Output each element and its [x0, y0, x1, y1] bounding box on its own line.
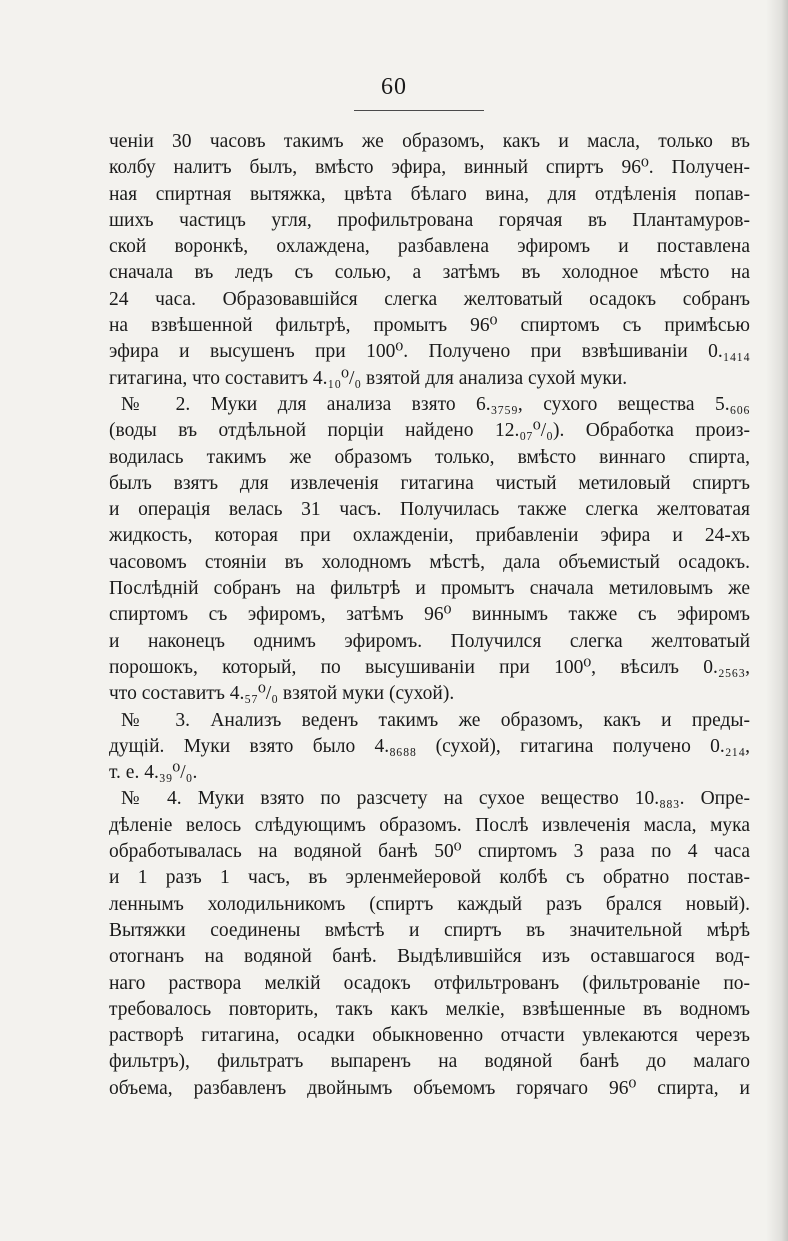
header-rule	[354, 110, 484, 111]
text-line: Вытяжки соединены вмѣстѣ и спиртъ въ значительной мѣрѣ	[109, 919, 750, 941]
text-line: т. е. 4.₃₉⁰/₀.	[109, 762, 198, 784]
text-line: на взвѣшенной фильтрѣ, промытъ 96⁰ спиртомъ съ примѣсью	[109, 315, 750, 337]
text-line: 24 часа. Образовавшійся слегка желтоватый осадокъ собранъ	[109, 288, 750, 310]
text-line: № 4. Муки взято по разсчету на сухое вещество 10.₈₈₃. Опре-	[121, 788, 750, 810]
text-line: отогнанъ на водяной банѣ. Выдѣлившійся изъ оставшагося вод-	[109, 946, 750, 968]
text-line: леннымъ холодильникомъ (спиртъ каждый разъ брался новый).	[109, 893, 750, 915]
text-line: часовомъ стояніи въ холодномъ мѣстѣ, дала объемистый осадокъ.	[109, 551, 750, 573]
text-line: и 1 разъ 1 часъ, въ эрленмейеровой колбѣ съ обратно постав-	[109, 867, 750, 889]
text-line: что составитъ 4.₅₇⁰/₀ взятой муки (сухой).	[109, 683, 455, 705]
text-line: и наконецъ однимъ эфиромъ. Получился слегка желтоватый	[109, 630, 750, 652]
text-line: и операція велась 31 часъ. Получилась также слегка желтоватая	[109, 499, 750, 521]
text-line: водилась такимъ же образомъ только, вмѣсто виннаго спирта,	[109, 446, 750, 468]
text-line: жидкость, которая при охлажденіи, прибавленіи эфира и 24-хъ	[109, 525, 750, 547]
body-text	[109, 129, 750, 1102]
text-line: растворѣ гитагина, осадки обыкновенно отчасти увлекаются черезъ	[109, 1025, 750, 1047]
text-line: ской воронкѣ, охлаждена, разбавлена эфиромъ и поставлена	[109, 236, 750, 258]
text-line: колбу налитъ былъ, вмѣсто эфира, винный спиртъ 96⁰. Получен-	[109, 157, 750, 179]
text-line: (воды въ отдѣльной порціи найдено 12.₀₇⁰/₀). Обработка произ-	[109, 420, 750, 442]
text-line: дущій. Муки взято было 4.₈₆₈₈ (сухой), гитагина получено 0.₂₁₄,	[109, 735, 750, 757]
text-line: наго раствора мелкій осадокъ отфильтрованъ (фильтрованіе по-	[109, 972, 750, 994]
text-line: эфира и высушенъ при 100⁰. Получено при взвѣшиваніи 0.₁₄₁₄	[109, 341, 750, 363]
text-line: № 3. Анализъ веденъ такимъ же образомъ, какъ и преды-	[121, 709, 750, 731]
text-line: дѣленіе велось слѣдующимъ образомъ. Послѣ извлеченія масла, мука	[109, 814, 750, 836]
text-line: ная спиртная вытяжка, цвѣта бѣлаго вина, для отдѣленія попав-	[109, 183, 750, 205]
text-line: объема, разбавленъ двойнымъ объемомъ горячаго 96⁰ спирта, и	[109, 1077, 750, 1099]
text-line: спиртомъ съ эфиромъ, затѣмъ 96⁰ виннымъ также съ эфиромъ	[109, 604, 750, 626]
text-line: требовалось повторить, такъ какъ мелкіе, взвѣшенные въ водномъ	[109, 998, 750, 1020]
text-line: шихъ частицъ угля, профильтрована горячая въ Плантамуров-	[109, 209, 750, 231]
text-line: обработывалась на водяной банѣ 50⁰ спиртомъ 3 раза по 4 часа	[109, 841, 750, 863]
text-line: ченіи 30 часовъ такимъ же образомъ, какъ и масла, только въ	[109, 131, 750, 152]
text-line: былъ взятъ для извлеченія гитагина чистый метиловый спиртъ	[109, 472, 750, 494]
text-line: порошокъ, который, по высушиваніи при 100⁰, вѣсилъ 0.₂₅₆₃,	[109, 656, 750, 678]
page-number: 60	[381, 74, 407, 100]
text-line: Послѣдній собранъ на фильтрѣ и промытъ сначала метиловымъ же	[109, 578, 750, 600]
text-line: фильтръ), фильтратъ выпаренъ на водяной банѣ до малаго	[109, 1051, 750, 1073]
text-line: № 2. Муки для анализа взято 6.₃₇₅₉, сухого вещества 5.₆₀₆	[121, 393, 750, 415]
text-line: гитагина, что составитъ 4.₁₀⁰/₀ взятой для анализа сухой муки.	[109, 367, 628, 389]
text-line: сначала въ ледъ съ солью, а затѣмъ въ холодное мѣсто на	[109, 262, 750, 284]
